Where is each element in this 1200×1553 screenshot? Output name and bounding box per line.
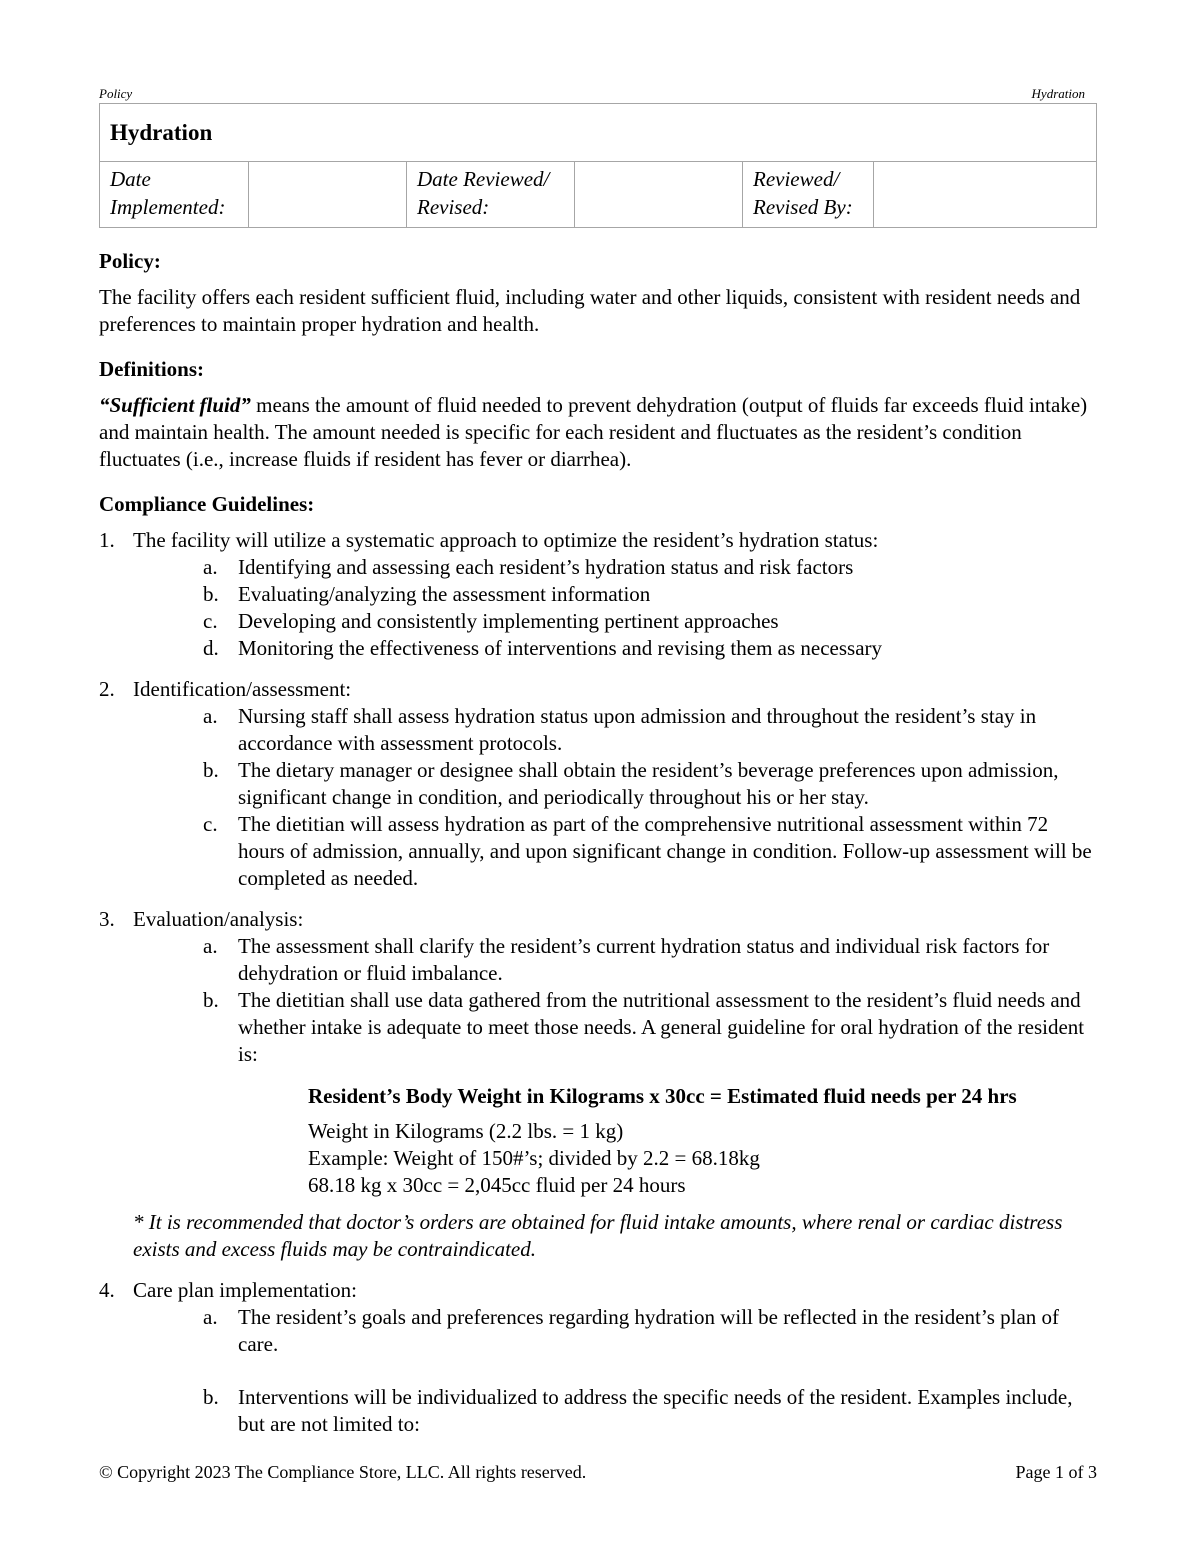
definition-text: means the amount of fluid needed to prevent dehydration (output of fluids far exceeds fluid intake) and maintain health. The amount needed is specific for each resident and fluctuates as the resident’s condition fluctuates (i.e., increase fluids if resident has fever or diarrhea). bbox=[99, 393, 1088, 471]
definitions-heading: Definitions: bbox=[99, 357, 204, 381]
policy-info-table bbox=[99, 103, 1097, 228]
sub-item-text: Nursing staff shall assess hydration status upon admission and throughout the resident’s stay in accordance with assessment protocols. bbox=[238, 704, 1037, 755]
sub-item-letter: a. bbox=[203, 555, 218, 579]
item-text: The facility will utilize a systematic approach to optimize the resident’s hydration status: bbox=[133, 528, 879, 552]
compliance-item bbox=[99, 906, 1099, 1263]
sub-item bbox=[133, 757, 1099, 811]
item-number: 3. bbox=[99, 907, 115, 931]
sub-item-letter: b. bbox=[203, 758, 219, 782]
sub-item-letter: b. bbox=[203, 988, 219, 1012]
compliance-item bbox=[99, 527, 1099, 662]
sub-item-text: The dietitian will assess hydration as part of the comprehensive nutritional assessment within 72 hours of admission, annually, and upon significant change in condition. Follow-up assessment will be completed as needed. bbox=[238, 812, 1092, 890]
running-header-right: Hydration bbox=[1031, 86, 1085, 101]
sub-item bbox=[133, 1304, 1099, 1358]
sub-item-letter: d. bbox=[203, 636, 219, 660]
item-text: Evaluation/analysis: bbox=[133, 907, 304, 931]
reviewed-by-value bbox=[874, 162, 1097, 228]
sub-item bbox=[133, 581, 1099, 608]
document-body bbox=[99, 248, 1099, 1438]
sub-item-text: The dietary manager or designee shall obtain the resident’s beverage preferences upon admission, significant change in condition, and periodically throughout his or her stay. bbox=[238, 758, 1059, 809]
sub-item-letter: b. bbox=[203, 1385, 219, 1409]
sub-item bbox=[133, 635, 1099, 662]
definition-paragraph bbox=[99, 392, 1099, 473]
item-text: Identification/assessment: bbox=[133, 677, 352, 701]
formula-line: Weight in Kilograms (2.2 lbs. = 1 kg) bbox=[308, 1119, 624, 1143]
item-number: 2. bbox=[99, 677, 115, 701]
sub-item-letter: a. bbox=[203, 704, 218, 728]
sub-item-text: Evaluating/analyzing the assessment information bbox=[238, 582, 651, 606]
compliance-heading: Compliance Guidelines: bbox=[99, 492, 315, 516]
blank-line bbox=[133, 1358, 1099, 1384]
sub-list bbox=[133, 703, 1099, 892]
formula-line: Example: Weight of 150#’s; divided by 2.2 = 68.18kg bbox=[308, 1146, 760, 1170]
sub-item bbox=[133, 1384, 1099, 1438]
policy-text: The facility offers each resident sufficient fluid, including water and other liquids, consistent with resident needs and preferences to maintain proper hydration and health. bbox=[99, 285, 1081, 336]
item-number: 1. bbox=[99, 528, 115, 552]
sub-item bbox=[133, 554, 1099, 581]
date-reviewed-label: Date Reviewed/ Revised: bbox=[407, 162, 575, 228]
policy-heading: Policy: bbox=[99, 249, 161, 273]
reviewed-by-label: Reviewed/ Revised By: bbox=[743, 162, 874, 228]
sub-item-text: The dietitian shall use data gathered from the nutritional assessment to the resident’s fluid needs and whether intake is adequate to meet those needs. A general guideline for oral hydration of the resident is: bbox=[238, 988, 1085, 1066]
running-header-left: Policy bbox=[99, 86, 133, 101]
sub-item bbox=[133, 703, 1099, 757]
sub-item-letter: a. bbox=[203, 934, 218, 958]
sub-item-text: The resident’s goals and preferences regarding hydration will be reflected in the resident’s plan of care. bbox=[238, 1305, 1060, 1356]
copyright-text: © Copyright 2023 The Compliance Store, LLC. All rights reserved. bbox=[99, 1462, 587, 1482]
sub-item-letter: c. bbox=[203, 609, 218, 633]
sub-item-letter: a. bbox=[203, 1305, 218, 1329]
sub-item bbox=[133, 933, 1099, 987]
item-number: 4. bbox=[99, 1278, 115, 1302]
policy-title: Hydration bbox=[100, 104, 1097, 162]
compliance-item bbox=[99, 1277, 1099, 1438]
sub-item-text: The assessment shall clarify the resident’s current hydration status and individual risk factors for dehydration or fluid imbalance. bbox=[238, 934, 1050, 985]
sub-list bbox=[133, 933, 1099, 1068]
compliance-list bbox=[99, 527, 1099, 1438]
sub-list bbox=[133, 1304, 1099, 1438]
definition-term: “Sufficient fluid” bbox=[99, 393, 251, 417]
page-number: Page 1 of 3 bbox=[1015, 1462, 1097, 1482]
formula-line: 68.18 kg x 30cc = 2,045cc fluid per 24 hours bbox=[308, 1173, 686, 1197]
sub-item-text: Monitoring the effectiveness of interventions and revising them as necessary bbox=[238, 636, 883, 660]
date-reviewed-value bbox=[575, 162, 743, 228]
sub-item-letter: c. bbox=[203, 812, 218, 836]
doctor-orders-note: * It is recommended that doctor’s orders are obtained for fluid intake amounts, where renal or cardiac distress exists and excess fluids may be contraindicated. bbox=[133, 1210, 1063, 1261]
compliance-item bbox=[99, 676, 1099, 892]
sub-item-letter: b. bbox=[203, 582, 219, 606]
item-text: Care plan implementation: bbox=[133, 1278, 357, 1302]
fluid-formula bbox=[308, 1083, 1099, 1199]
date-implemented-label: Date Implemented: bbox=[100, 162, 249, 228]
sub-list bbox=[133, 554, 1099, 662]
sub-item-text: Interventions will be individualized to address the specific needs of the resident. Examples include, but are not limited to: bbox=[238, 1385, 1073, 1436]
sub-item-text: Identifying and assessing each resident’s hydration status and risk factors bbox=[238, 555, 854, 579]
sub-item bbox=[133, 987, 1099, 1068]
sub-item-text: Developing and consistently implementing pertinent approaches bbox=[238, 609, 779, 633]
sub-item bbox=[133, 811, 1099, 892]
formula-title: Resident’s Body Weight in Kilograms x 30cc = Estimated fluid needs per 24 hrs bbox=[308, 1084, 1017, 1108]
sub-item bbox=[133, 608, 1099, 635]
date-implemented-value bbox=[249, 162, 407, 228]
